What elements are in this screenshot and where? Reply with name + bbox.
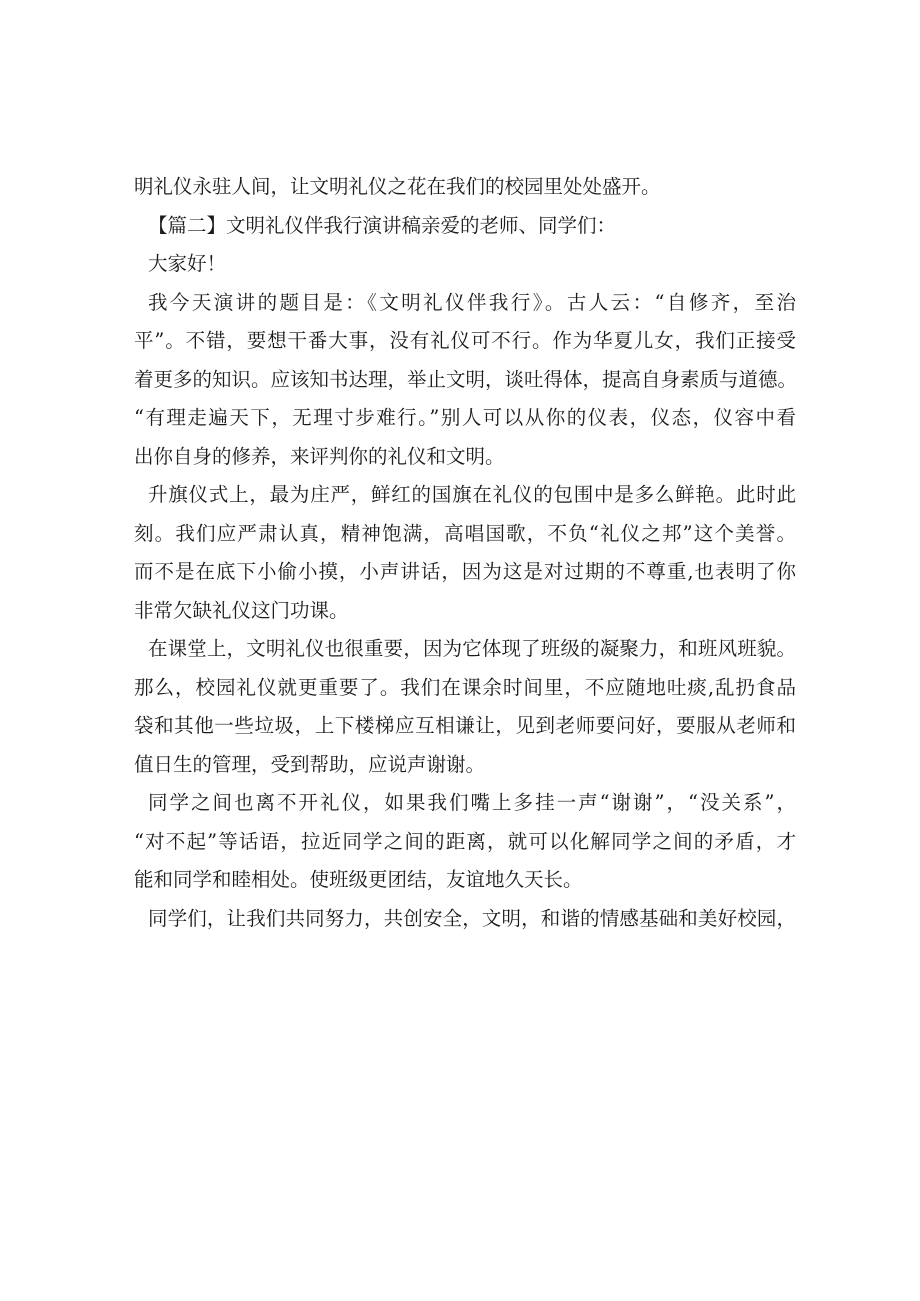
text-line: 明礼仪永驻人间，让文明礼仪之花在我们的校园里处处盛开。 <box>134 175 661 198</box>
document-body <box>134 168 796 938</box>
text-line: 那么，校园礼仪就更重要了。我们在课余时间里，不应随地吐痰,乱扔食品 <box>134 675 796 699</box>
text-line: 我今天演讲的题目是：《文明礼仪伴我行》。古人云：“自修齐，至治 <box>148 290 796 314</box>
text-line: 刻。我们应严肃认真，精神饱满，高唱国歌，不负“礼仪之邦”这个美誉。 <box>134 521 796 545</box>
text-line: 着更多的知识。应该知书达理，举止文明，谈吐得体，提高自身素质与道德。 <box>134 367 798 391</box>
text-line: 平”。不错，要想干番大事，没有礼仪可不行。作为华夏儿女，我们正接受 <box>134 329 796 352</box>
text-line: 值日生的管理，受到帮助，应说声谢谢。 <box>134 752 486 776</box>
section-heading: 【篇二】文明礼仪伴我行演讲稿亲爱的老师、同学们： <box>148 213 617 237</box>
text-line: 能和同学和睦相处。使班级更团结，友谊地久天长。 <box>134 868 583 891</box>
text-line: 升旗仪式上，最为庄严，鲜红的国旗在礼仪的包围中是多么鲜艳。此时此 <box>148 483 796 506</box>
text-line: 而不是在底下小偷小摸，小声讲话，因为这是对过期的不尊重,也表明了你 <box>134 560 796 583</box>
text-line: 在课堂上，文明礼仪也很重要，因为它体现了班级的凝聚力，和班风班貌。 <box>148 637 796 660</box>
text-line: 非常欠缺礼仪这门功课。 <box>134 598 349 622</box>
text-line: 袋和其他一些垃圾，上下楼梯应互相谦让，见到老师要问好，要服从老师和 <box>134 714 796 737</box>
text-line: 出你自身的修养，来评判你的礼仪和文明。 <box>134 444 505 468</box>
text-line: “有理走遍天下，无理寸步难行。”别人可以从你的仪表，仪态，仪容中看 <box>134 406 796 429</box>
text-line: “对不起”等话语，拉近同学之间的距离，就可以化解同学之间的矛盾，才 <box>134 829 796 853</box>
text-line: 同学们，让我们共同努力，共创安全，文明，和谐的情感基础和美好校园， <box>148 906 796 930</box>
text-line: 同学之间也离不开礼仪，如果我们嘴上多挂一声“谢谢”，“没关系”， <box>148 791 796 814</box>
text-line: 大家好！ <box>148 252 227 275</box>
